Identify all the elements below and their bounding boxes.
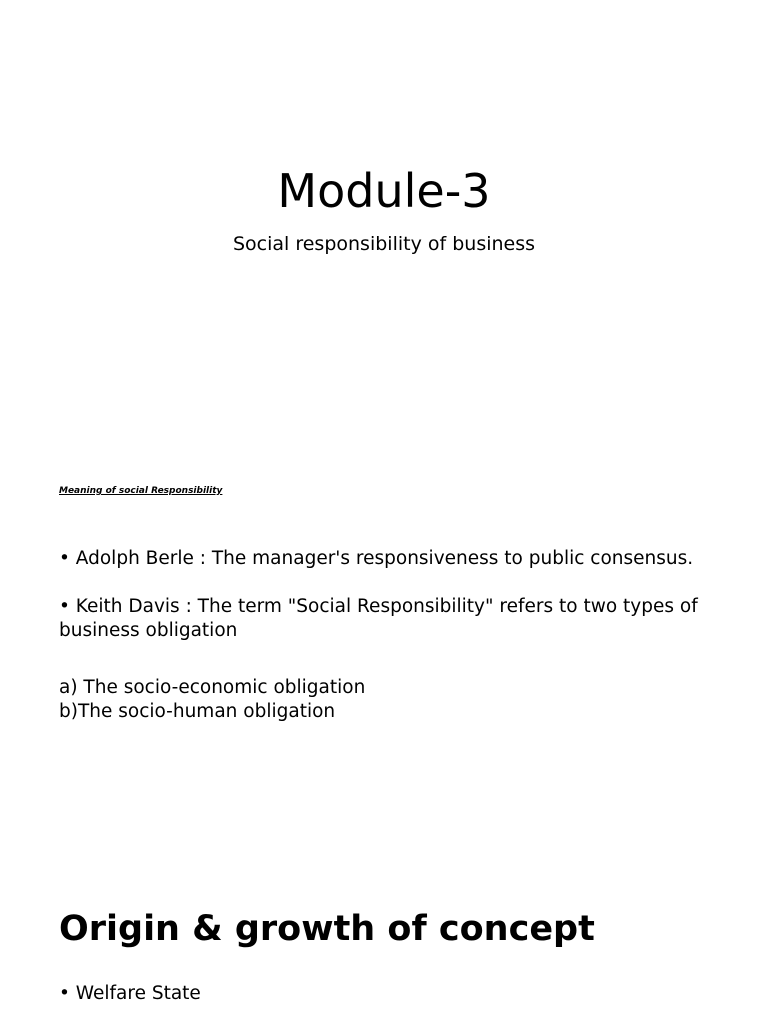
title-slide [0, 0, 768, 440]
meaning-heading: Meaning of social Responsibility [59, 486, 223, 496]
module-title: Module-3 [277, 164, 491, 218]
origin-heading: Origin & growth of concept [59, 909, 595, 949]
module-subtitle: Social responsibility of business [232, 233, 536, 255]
origin-item-welfare-state: • Welfare State [59, 983, 201, 1004]
obligations-list [59, 676, 719, 724]
definition-keith-davis: • Keith Davis : The term "Social Responsibility" refers to two types of business obligation [59, 596, 698, 641]
obligation-socio-human: b)The socio-human obligation [59, 701, 336, 722]
obligation-socio-economic: a) The socio-economic obligation [59, 677, 366, 698]
definition-adolph-berle: • Adolph Berle : The manager's responsiveness to public consensus. [59, 548, 694, 569]
